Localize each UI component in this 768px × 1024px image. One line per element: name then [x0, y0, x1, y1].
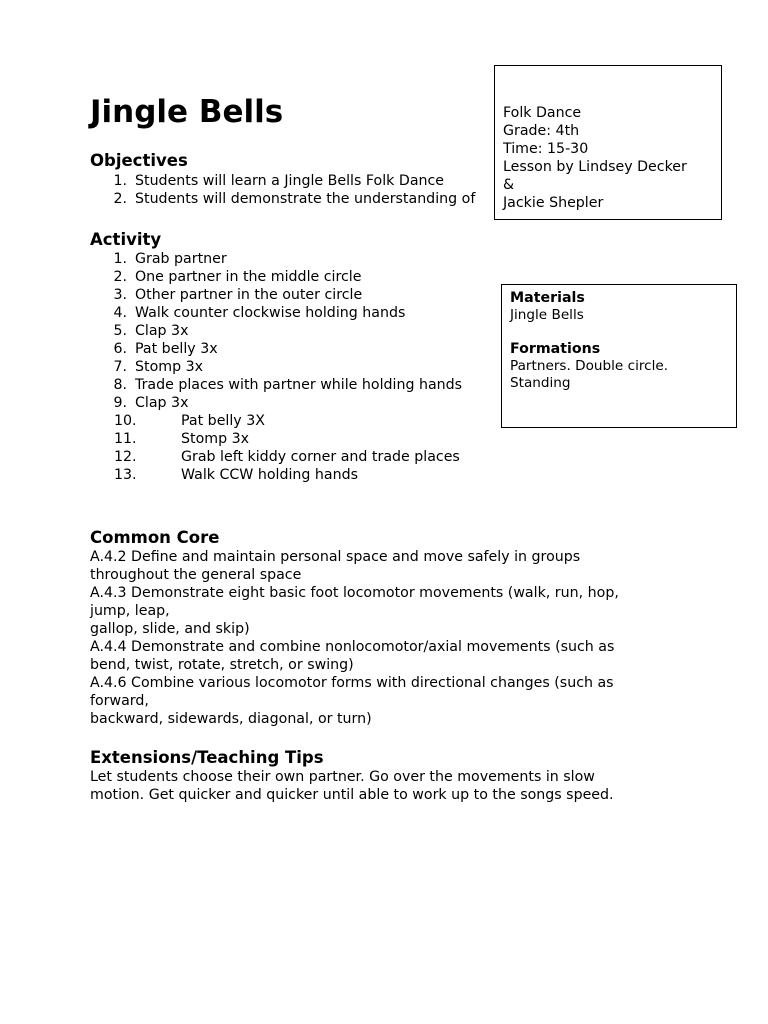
info-coauthor: Jackie Shepler: [503, 195, 604, 211]
list-text: Clap 3x: [135, 395, 189, 411]
materials-heading: Materials: [510, 290, 585, 306]
list-text: Clap 3x: [135, 323, 189, 339]
formations-text: Standing: [510, 375, 571, 391]
list-item: [90, 376, 500, 394]
list-item: [90, 322, 500, 340]
list-item: [90, 358, 500, 376]
materials-box: [501, 284, 737, 428]
list-item: [90, 172, 510, 190]
list-number: 12.: [114, 449, 137, 465]
list-item: [90, 340, 500, 358]
activity-list: [90, 250, 500, 484]
list-number: 4.: [113, 305, 127, 321]
standard-line: backward, sidewards, diagonal, or turn): [90, 711, 372, 727]
list-number: 3.: [113, 287, 127, 303]
list-item: [90, 304, 500, 322]
list-number: 7.: [113, 359, 127, 375]
common-core-heading: Common Core: [90, 528, 220, 547]
standard-line: jump, leap,: [90, 603, 170, 619]
list-number: 8.: [113, 377, 127, 393]
list-item: [90, 412, 500, 430]
list-text: Students will learn a Jingle Bells Folk Dance: [135, 173, 445, 189]
standard-line: A.4.6 Combine various locomotor forms with directional changes (such as: [90, 675, 614, 691]
list-item: [90, 466, 500, 484]
standard-line: bend, twist, rotate, stretch, or swing): [90, 657, 354, 673]
list-number: 9.: [113, 395, 127, 411]
list-item: [90, 430, 500, 448]
info-grade: Grade: 4th: [503, 123, 580, 139]
list-number: 6.: [113, 341, 127, 357]
standard-line: forward,: [90, 693, 149, 709]
list-number: 10.: [114, 413, 137, 429]
list-text: Students will demonstrate the understanding of: [135, 191, 476, 207]
extensions-body: [90, 768, 690, 804]
list-item: [90, 448, 500, 466]
info-ampersand: &: [503, 177, 515, 193]
list-item: [90, 250, 500, 268]
tip-line: motion. Get quicker and quicker until able to work up to the songs speed.: [90, 787, 614, 803]
list-number: 1.: [113, 251, 127, 267]
list-number: 2.: [113, 191, 127, 207]
activity-heading: Activity: [90, 230, 162, 249]
objectives-list: [90, 172, 510, 208]
list-number: 2.: [113, 269, 127, 285]
list-text: Grab left kiddy corner and trade places: [181, 449, 460, 465]
standard-line: throughout the general space: [90, 567, 302, 583]
list-text: Grab partner: [135, 251, 227, 267]
lesson-info-box: [494, 65, 722, 220]
formations-heading: Formations: [510, 341, 601, 357]
list-text: One partner in the middle circle: [135, 269, 362, 285]
list-item: [90, 394, 500, 412]
list-item: [90, 286, 500, 304]
list-text: Walk CCW holding hands: [181, 467, 358, 483]
list-number: 13.: [114, 467, 137, 483]
list-text: Pat belly 3x: [135, 341, 218, 357]
list-text: Other partner in the outer circle: [135, 287, 363, 303]
standard-line: A.4.3 Demonstrate eight basic foot locomotor movements (walk, run, hop,: [90, 585, 619, 601]
list-text: Stomp 3x: [135, 359, 204, 375]
standard-line: gallop, slide, and skip): [90, 621, 250, 637]
info-dance-type: Folk Dance: [503, 105, 582, 121]
list-text: Walk counter clockwise holding hands: [135, 305, 406, 321]
info-author: Lesson by Lindsey Decker: [503, 159, 687, 175]
list-number: 5.: [113, 323, 127, 339]
objectives-heading: Objectives: [90, 151, 188, 170]
tip-line: Let students choose their own partner. Go over the movements in slow: [90, 769, 595, 785]
standard-line: A.4.4 Demonstrate and combine nonlocomotor/axial movements (such as: [90, 639, 615, 655]
list-number: 1.: [113, 173, 127, 189]
common-core-body: [90, 548, 690, 728]
standard-line: A.4.2 Define and maintain personal space and move safely in groups: [90, 549, 581, 565]
list-text: Pat belly 3X: [181, 413, 265, 429]
page-title: Jingle Bells: [90, 94, 284, 130]
list-text: Trade places with partner while holding hands: [135, 377, 463, 393]
formations-text: Partners. Double circle.: [510, 358, 669, 374]
info-time: Time: 15-30: [503, 141, 589, 157]
materials-text: Jingle Bells: [510, 307, 584, 323]
list-number: 11.: [114, 431, 137, 447]
list-item: [90, 268, 500, 286]
list-item: [90, 190, 510, 208]
extensions-heading: Extensions/Teaching Tips: [90, 748, 324, 767]
list-text: Stomp 3x: [181, 431, 250, 447]
